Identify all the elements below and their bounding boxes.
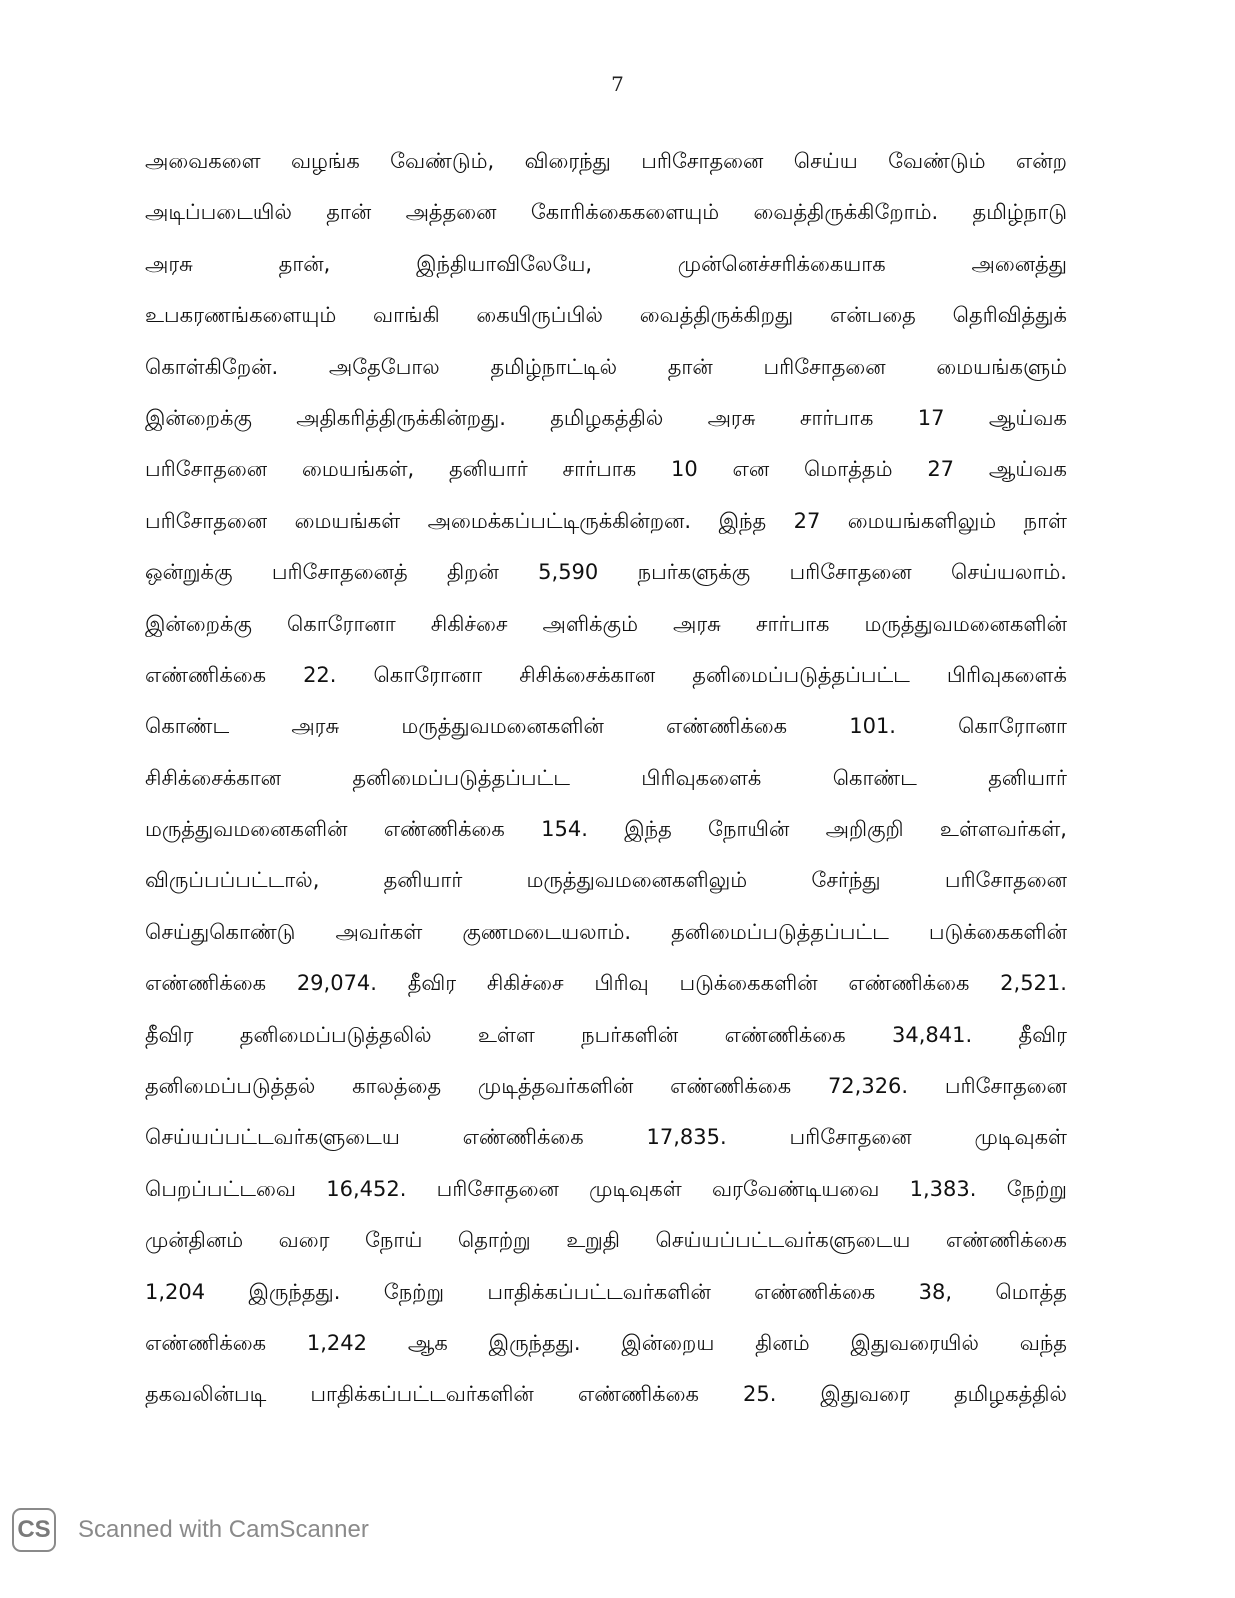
page-number: 7 <box>611 72 624 96</box>
camscanner-logo: CS <box>12 1508 56 1552</box>
text-line: பரிசோதனை மையங்கள், தனியார் சார்பாக 10 என மொத்தம் 27 ஆய்வக <box>145 457 1067 482</box>
text-line: தகவலின்படி பாதிக்கப்பட்டவர்களின் எண்ணிக்கை 25. இதுவரை தமிழகத்தில் <box>145 1382 1067 1407</box>
text-line: தீவிர தனிமைப்படுத்தலில் உள்ள நபர்களின் எண்ணிக்கை 34,841. தீவிர <box>145 1022 1067 1047</box>
body-paragraph <box>145 136 1067 1421</box>
text-line: உபகரணங்களையும் வாங்கி கையிருப்பில் வைத்திருக்கிறது என்பதை தெரிவித்துக் <box>145 303 1067 328</box>
text-line: எண்ணிக்கை 1,242 ஆக இருந்தது. இன்றைய தினம் இதுவரையில் வந்த <box>145 1330 1067 1355</box>
camscanner-label: Scanned with CamScanner <box>78 1516 369 1543</box>
text-line: எண்ணிக்கை 22. கொரோனா சிசிக்சைக்கான தனிமைப்படுத்தப்பட்ட பிரிவுகளைக் <box>145 662 1067 687</box>
text-line: சிசிக்சைக்கான தனிமைப்படுத்தப்பட்ட பிரிவுகளைக் கொண்ட தனியார் <box>145 765 1067 790</box>
text-line: பரிசோதனை மையங்கள் அமைக்கப்பட்டிருக்கின்றன. இந்த 27 மையங்களிலும் நாள் <box>145 508 1067 533</box>
text-line: அடிப்படையில் தான் அத்தனை கோரிக்கைகளையும் வைத்திருக்கிறோம். தமிழ்நாடு <box>145 200 1067 225</box>
text-line: இன்றைக்கு கொரோனா சிகிச்சை அளிக்கும் அரசு சார்பாக மருத்துவமனைகளின் <box>145 611 1067 636</box>
text-line: இன்றைக்கு அதிகரித்திருக்கின்றது. தமிழகத்தில் அரசு சார்பாக 17 ஆய்வக <box>145 405 1067 430</box>
text-line: பெறப்பட்டவை 16,452. பரிசோதனை முடிவுகள் வரவேண்டியவை 1,383. நேற்று <box>145 1176 1067 1201</box>
text-line: கொண்ட அரசு மருத்துவமனைகளின் எண்ணிக்கை 101. கொரோனா <box>145 714 1067 739</box>
text-line: எண்ணிக்கை 29,074. தீவிர சிகிச்சை பிரிவு படுக்கைகளின் எண்ணிக்கை 2,521. <box>145 971 1067 996</box>
text-line: அவைகளை வழங்க வேண்டும், விரைந்து பரிசோதனை செய்ய வேண்டும் என்ற <box>145 149 1067 173</box>
text-line: ஒன்றுக்கு பரிசோதனைத் திறன் 5,590 நபர்களுக்கு பரிசோதனை செய்யலாம். <box>145 560 1067 585</box>
text-line: செய்துகொண்டு அவர்கள் குணமடையலாம். தனிமைப்படுத்தப்பட்ட படுக்கைகளின் <box>145 919 1067 944</box>
text-line: அரசு தான், இந்தியாவிலேயே, முன்னெச்சரிக்கையாக அனைத்து <box>145 251 1067 276</box>
text-line: தனிமைப்படுத்தல் காலத்தை முடித்தவர்களின் எண்ணிக்கை 72,326. பரிசோதனை <box>145 1074 1067 1099</box>
text-line: விருப்பப்பட்டால், தனியார் மருத்துவமனைகளிலும் சேர்ந்து பரிசோதனை <box>145 868 1067 893</box>
text-line: கொள்கிறேன். அதேபோல தமிழ்நாட்டில் தான் பரிசோதனை மையங்களும் <box>145 354 1067 379</box>
text-line: 1,204 இருந்தது. நேற்று பாதிக்கப்பட்டவர்களின் எண்ணிக்கை 38, மொத்த <box>145 1279 1067 1304</box>
text-line: செய்யப்பட்டவர்களுடைய எண்ணிக்கை 17,835. பரிசோதனை முடிவுகள் <box>145 1125 1067 1150</box>
camscanner-watermark <box>12 1508 369 1552</box>
text-line: முன்தினம் வரை நோய் தொற்று உறுதி செய்யப்பட்டவர்களுடைய எண்ணிக்கை <box>145 1228 1067 1253</box>
text-line: மருத்துவமனைகளின் எண்ணிக்கை 154. இந்த நோயின் அறிகுறி உள்ளவர்கள், <box>145 817 1067 842</box>
